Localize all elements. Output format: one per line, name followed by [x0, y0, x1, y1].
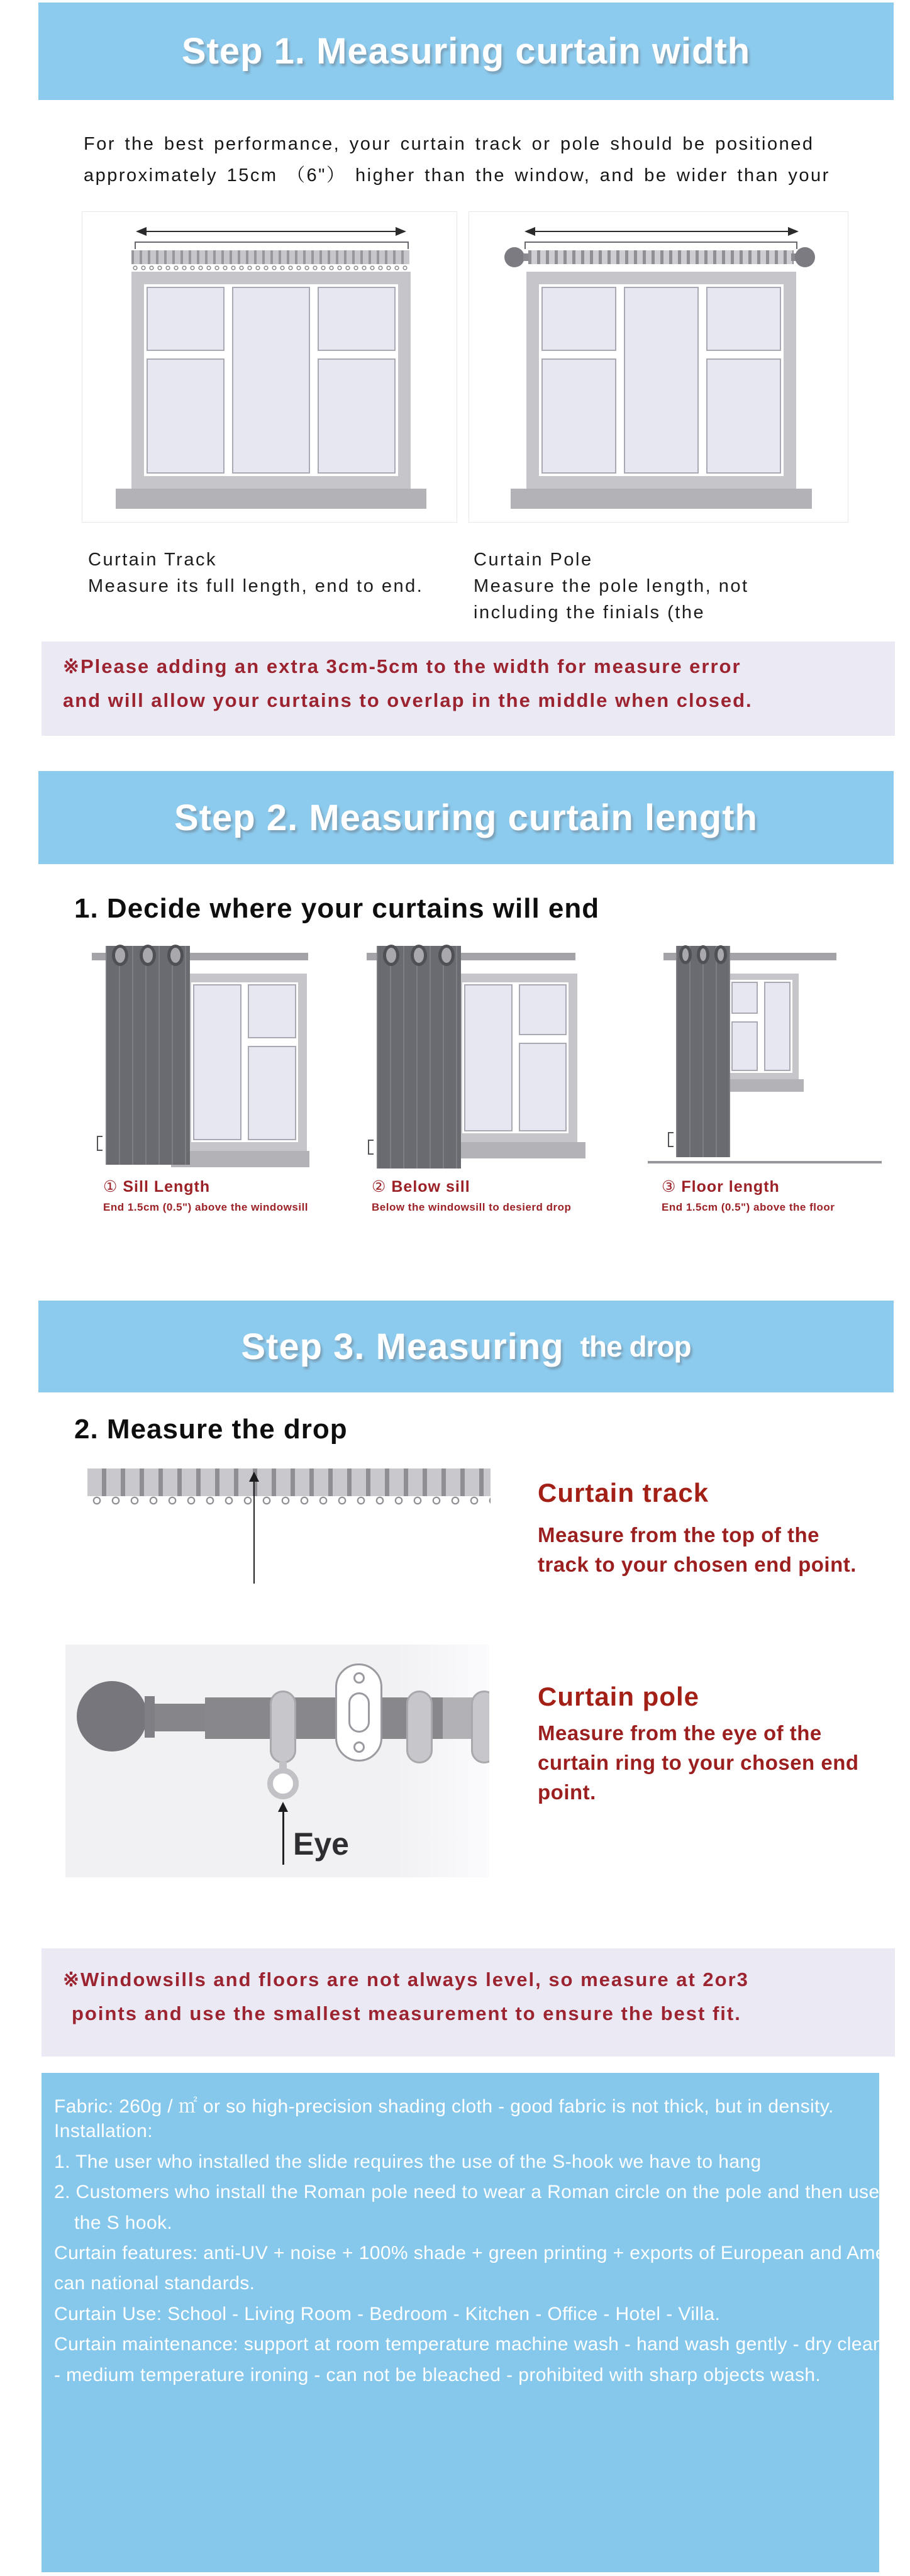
corner-bracket-icon	[97, 1136, 103, 1151]
option1-label	[103, 1177, 210, 1196]
pole-label-line1: Measure the pole length, not	[474, 576, 749, 596]
curtain-track-bar	[87, 1468, 491, 1496]
option3-label	[662, 1177, 780, 1196]
curtain-pole-panel	[65, 1645, 489, 1877]
window-illustration	[453, 974, 577, 1142]
option3-desc: End 1.5cm (0.5") above the floor	[662, 1201, 835, 1213]
window-illustration	[723, 974, 799, 1079]
step2-banner-title: Step 2. Measuring curtain length	[174, 797, 758, 838]
option2-desc: Below the windowsill to desierd drop	[372, 1201, 572, 1213]
option3-number: ③	[662, 1178, 677, 1196]
curtain-ring	[270, 1690, 296, 1763]
window-illustration	[182, 974, 307, 1151]
below-sill-diagram	[367, 943, 587, 1233]
window-pane	[624, 287, 699, 474]
eye-label: Eye	[293, 1826, 349, 1862]
curtain-ring	[471, 1690, 489, 1763]
curtain-track-hooks	[87, 1496, 491, 1506]
sill-length-diagram	[88, 943, 311, 1233]
window-column	[541, 287, 616, 474]
grommet-icon	[140, 945, 156, 966]
grommet-icon	[438, 945, 455, 966]
window-column	[232, 287, 310, 474]
window-column	[731, 982, 758, 1071]
window-column	[624, 287, 699, 474]
option2-label	[372, 1177, 470, 1196]
track-drop-title: Curtain track	[538, 1478, 709, 1507]
windowsill	[171, 1151, 309, 1167]
window-pane	[519, 984, 567, 1035]
info-line-maintenance2: - medium temperature ironing - can not be bleached - prohibited with sharp objects wash.	[54, 2364, 821, 2385]
step2-banner	[38, 771, 894, 864]
grommet-icon	[112, 945, 128, 966]
curtain-panel	[377, 946, 461, 1169]
window-pane	[731, 1021, 758, 1071]
bracket-slot	[348, 1692, 370, 1733]
level-note	[42, 1948, 895, 2057]
step1-banner-title: Step 1. Measuring curtain width	[181, 31, 751, 72]
info-line-features2: can national standards.	[54, 2273, 255, 2294]
bracket-screw-icon	[353, 1672, 365, 1684]
curtain-pole-figure	[469, 211, 848, 523]
arrowhead-right-icon	[396, 227, 406, 236]
window-pane	[541, 358, 616, 474]
window-pane	[147, 287, 225, 351]
info-line-fabric: Fabric: 260g / ㎡ or so high-precision shading cloth - good fabric is not thick, but in density.	[54, 2096, 834, 2117]
pole-finial-right	[795, 247, 815, 267]
info-line-install1: 1. The user who installed the slide requires the use of the S-hook we have to hang	[54, 2151, 762, 2172]
windowsill	[116, 489, 426, 509]
window-column	[147, 287, 225, 474]
pole-drop-line2: curtain ring to your chosen end	[538, 1751, 859, 1774]
up-arrow-line	[282, 1811, 284, 1865]
pole-finial-collar	[145, 1696, 155, 1738]
step3-banner-subtitle: the drop	[580, 1330, 691, 1363]
window-pane	[706, 358, 781, 474]
window-pane	[193, 984, 241, 1140]
window-column	[706, 287, 781, 474]
step3-heading: 2. Measure the drop	[74, 1414, 348, 1445]
arrowhead-left-icon	[136, 227, 147, 236]
windowsill	[511, 489, 812, 509]
window-pane	[248, 984, 296, 1038]
grommet-icon	[411, 945, 427, 966]
curtain-panel	[106, 946, 190, 1165]
up-arrow-line	[253, 1480, 255, 1584]
floor-length-diagram	[660, 943, 874, 1233]
window-illustration	[131, 272, 411, 489]
info-line-use: Curtain Use: School - Living Room - Bedroom - Kitchen - Office - Hotel - Villa.	[54, 2303, 721, 2324]
window-illustration	[526, 272, 796, 489]
curtain-ring	[406, 1690, 433, 1763]
pole-drop-line3: point.	[538, 1780, 596, 1804]
arrowhead-right-icon	[788, 227, 799, 236]
info-line-installation: Installation:	[54, 2121, 153, 2142]
width-note-line2: and will allow your curtains to overlap in the middle when closed.	[63, 689, 753, 711]
track-drop-line2: track to your chosen end point.	[538, 1553, 857, 1576]
grommet-icon	[167, 945, 184, 966]
window-pane	[248, 1046, 296, 1140]
level-note-line1: ※Windowsills and floors are not always level, so measure at 2or3	[63, 1968, 749, 1990]
grommet-icon	[383, 945, 399, 966]
window-column	[764, 982, 791, 1071]
info-line-install2b: the S hook.	[74, 2212, 173, 2233]
pole-finial-ball	[77, 1681, 147, 1752]
step3-banner-title: Step 3. Measuring	[241, 1326, 564, 1367]
grommet-icon	[679, 945, 692, 964]
measure-bracket-icon	[135, 242, 409, 249]
info-line-install2: 2. Customers who install the Roman pole need to wear a Roman circle on the pole and then use	[54, 2182, 880, 2203]
step1-intro-line2: approximately 15cm （6"） higher than the window, and be wider than your	[84, 165, 830, 186]
windowsill	[442, 1142, 585, 1158]
width-arrow-icon	[136, 227, 406, 236]
window-pane	[464, 984, 513, 1131]
pole-finial-left	[504, 247, 524, 267]
track-label-line1: Measure its full length, end to end.	[88, 576, 424, 596]
width-note	[42, 641, 895, 736]
window-column	[519, 984, 567, 1131]
window-pane	[147, 358, 225, 474]
window-column	[318, 287, 396, 474]
option3-title: Floor length	[681, 1178, 780, 1196]
option1-title: Sill Length	[123, 1178, 211, 1196]
window-pane	[706, 287, 781, 351]
window-pane	[731, 982, 758, 1014]
window-pane	[318, 287, 396, 351]
track-label-title: Curtain Track	[88, 550, 217, 570]
width-note-line1: ※Please adding an extra 3cm-5cm to the width for measure error	[63, 655, 741, 677]
step3-banner	[38, 1301, 894, 1392]
floor-line	[648, 1161, 882, 1163]
pole-neck	[155, 1704, 206, 1731]
pole-drop-title: Curtain pole	[538, 1682, 700, 1711]
product-info-box	[42, 2073, 910, 2572]
step2-heading: 1. Decide where your curtains will end	[74, 893, 600, 924]
pole-drop-line1: Measure from the eye of the	[538, 1721, 822, 1745]
arrow-line	[535, 231, 789, 232]
arrowhead-left-icon	[524, 227, 535, 236]
option1-desc: End 1.5cm (0.5") above the windowsill	[103, 1201, 309, 1213]
grommet-icon	[697, 945, 709, 964]
window-column	[193, 984, 241, 1140]
option1-number: ①	[103, 1178, 118, 1196]
info-line-maintenance: Curtain maintenance: support at room temperature machine wash - hand wash gently - dry cleaning	[54, 2334, 910, 2355]
window-column	[464, 984, 513, 1131]
option2-number: ②	[372, 1178, 387, 1196]
pole-bar	[528, 250, 794, 264]
corner-bracket-icon	[368, 1140, 374, 1155]
pole-label-title: Curtain Pole	[474, 550, 593, 570]
info-line-features: Curtain features: anti-UV + noise + 100% shade + green printing + exports of European and Ameri-	[54, 2242, 904, 2263]
corner-bracket-icon	[668, 1132, 674, 1147]
step1-banner	[38, 3, 894, 100]
window-pane	[318, 358, 396, 474]
step1-intro-line1: For the best performance, your curtain track or pole should be positioned	[84, 134, 814, 154]
track-bar	[131, 250, 409, 264]
width-arrow-icon	[524, 227, 799, 236]
measure-bracket-icon	[524, 242, 797, 249]
track-drop-line1: Measure from the top of the	[538, 1523, 820, 1546]
curtain-panel	[676, 946, 730, 1157]
arrow-line	[146, 231, 396, 232]
pole-label-line2: including the finials (the	[474, 602, 706, 623]
option2-title: Below sill	[391, 1178, 470, 1196]
window-pane	[541, 287, 616, 351]
window-pane	[764, 982, 791, 1071]
curtain-track-figure	[82, 211, 457, 523]
window-pane	[519, 1043, 567, 1131]
window-pane	[232, 287, 310, 474]
eye-ring-icon	[267, 1768, 299, 1799]
level-note-line2: points and use the smallest measurement to ensure the best fit.	[72, 2002, 741, 2024]
bracket-screw-icon	[353, 1741, 365, 1753]
grommet-icon	[714, 945, 727, 964]
window-column	[248, 984, 296, 1140]
